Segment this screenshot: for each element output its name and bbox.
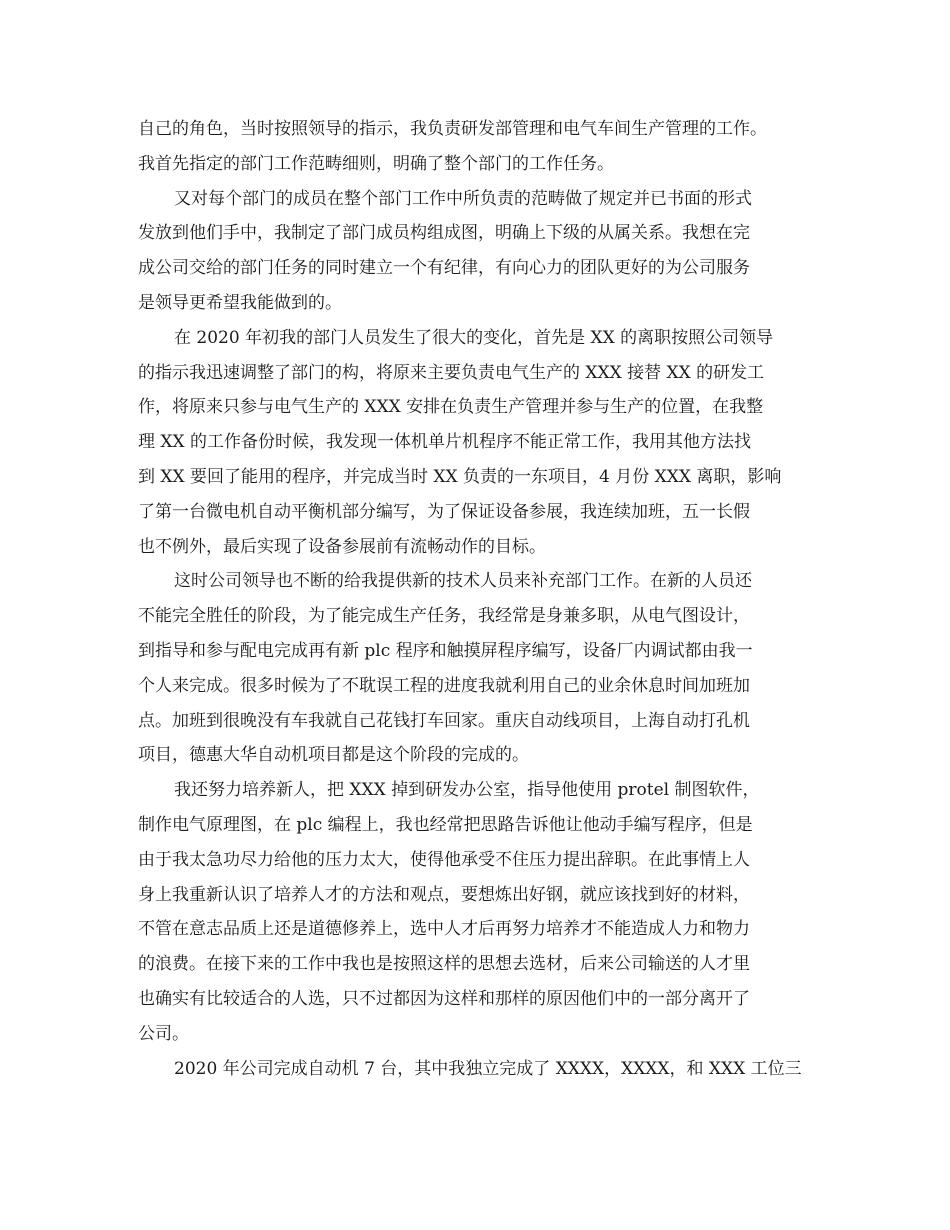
text-line: 作，将原来只参与电气生产的 XXX 安排在负责生产管理并参与生产的位置，在我整: [138, 397, 764, 418]
text-line: 又对每个部门的成员在整个部门工作中所负责的范畴做了规定并已书面的形式: [174, 188, 752, 209]
text-line: 的指示我迅速调整了部门的构，将原来主要负责电气生产的 XXX 接替 XX 的研发工: [138, 362, 765, 383]
text-line: 2020 年公司完成自动机 7 台，其中我独立完成了 XXXX，XXXX，和 XXX 工位三: [174, 1058, 802, 1079]
paragraph: [138, 564, 818, 773]
text-line: 个人来完成。很多时候为了不耽误工程的进度我就利用自己的业余休息时间加班加: [138, 675, 750, 696]
paragraph: [138, 773, 818, 1051]
paragraph: [138, 112, 818, 182]
paragraph: [138, 182, 818, 321]
paragraph: [138, 1052, 818, 1087]
text-line: 不能完全胜任的阶段，为了能完成生产任务，我经常是身兼多职，从电气图设计，: [138, 606, 750, 627]
text-line: 我首先指定的部门工作范畴细则，明确了整个部门的工作任务。: [138, 153, 614, 174]
text-line: 到指导和参与配电完成再有新 plc 程序和触摸屏程序编写，设备厂内调试都由我一: [138, 640, 753, 661]
text-line: 这时公司领导也不断的给我提供新的技术人员来补充部门工作。在新的人员还: [174, 571, 752, 592]
text-line: 自己的角色，当时按照领导的指示，我负责研发部管理和电气车间生产管理的工作。: [138, 119, 767, 139]
text-line: 我还努力培养新人，把 XXX 掉到研发办公室，指导他使用 protel 制图软件，: [174, 780, 760, 801]
text-line: 不管在意志品质上还是道德修养上，选中人才后再努力培养才不能造成人力和物力: [138, 919, 750, 940]
text-line: 成公司交给的部门任务的同时建立一个有纪律，有向心力的团队更好的为公司服务: [138, 258, 750, 279]
text-line: 发放到他们手中，我制定了部门成员构组成图，明确上下级的从属关系。我想在完: [138, 223, 750, 244]
text-line: 也不例外，最后实现了设备参展前有流畅动作的目标。: [138, 536, 546, 557]
text-line: 理 XX 的工作备份时候，我发现一体机单片机程序不能正常工作，我用其他方法找: [138, 432, 752, 453]
text-line: 到 XX 要回了能用的程序，并完成当时 XX 负责的一东项目，4 月份 XXX 离职，影响: [138, 466, 782, 487]
text-line: 的浪费。在接下来的工作中我也是按照这样的思想去选材，后来公司输送的人才里: [138, 954, 750, 975]
text-line: 制作电气原理图，在 plc 编程上，我也经常把思路告诉他让他动手编写程序，但是: [138, 814, 753, 835]
text-line: 由于我太急功尽力给他的压力太大，使得他承受不住压力提出辞职。在此事情上人: [138, 849, 750, 870]
text-line: 在 2020 年初我的部门人员发生了很大的变化，首先是 XX 的离职按照公司领导: [174, 327, 774, 348]
text-line: 点。加班到很晚没有车我就自己花钱打车回家。重庆自动线项目，上海自动打孔机: [138, 710, 750, 731]
text-line: 公司。: [138, 1023, 189, 1044]
paragraph: [138, 321, 818, 565]
text-line: 了第一台微电机自动平衡机部分编写，为了保证设备参展，我连续加班，五一长假: [138, 501, 750, 522]
text-line: 是领导更希望我能做到的。: [138, 292, 342, 313]
text-line: 项目，德惠大华自动机项目都是这个阶段的完成的。: [138, 745, 529, 766]
document-body: [138, 112, 818, 1086]
text-line: 身上我重新认识了培养人才的方法和观点，要想炼出好钢，就应该找到好的材料，: [138, 884, 750, 905]
text-line: 也确实有比较适合的人选，只不过都因为这样和那样的原因他们中的一部分离开了: [138, 988, 750, 1009]
